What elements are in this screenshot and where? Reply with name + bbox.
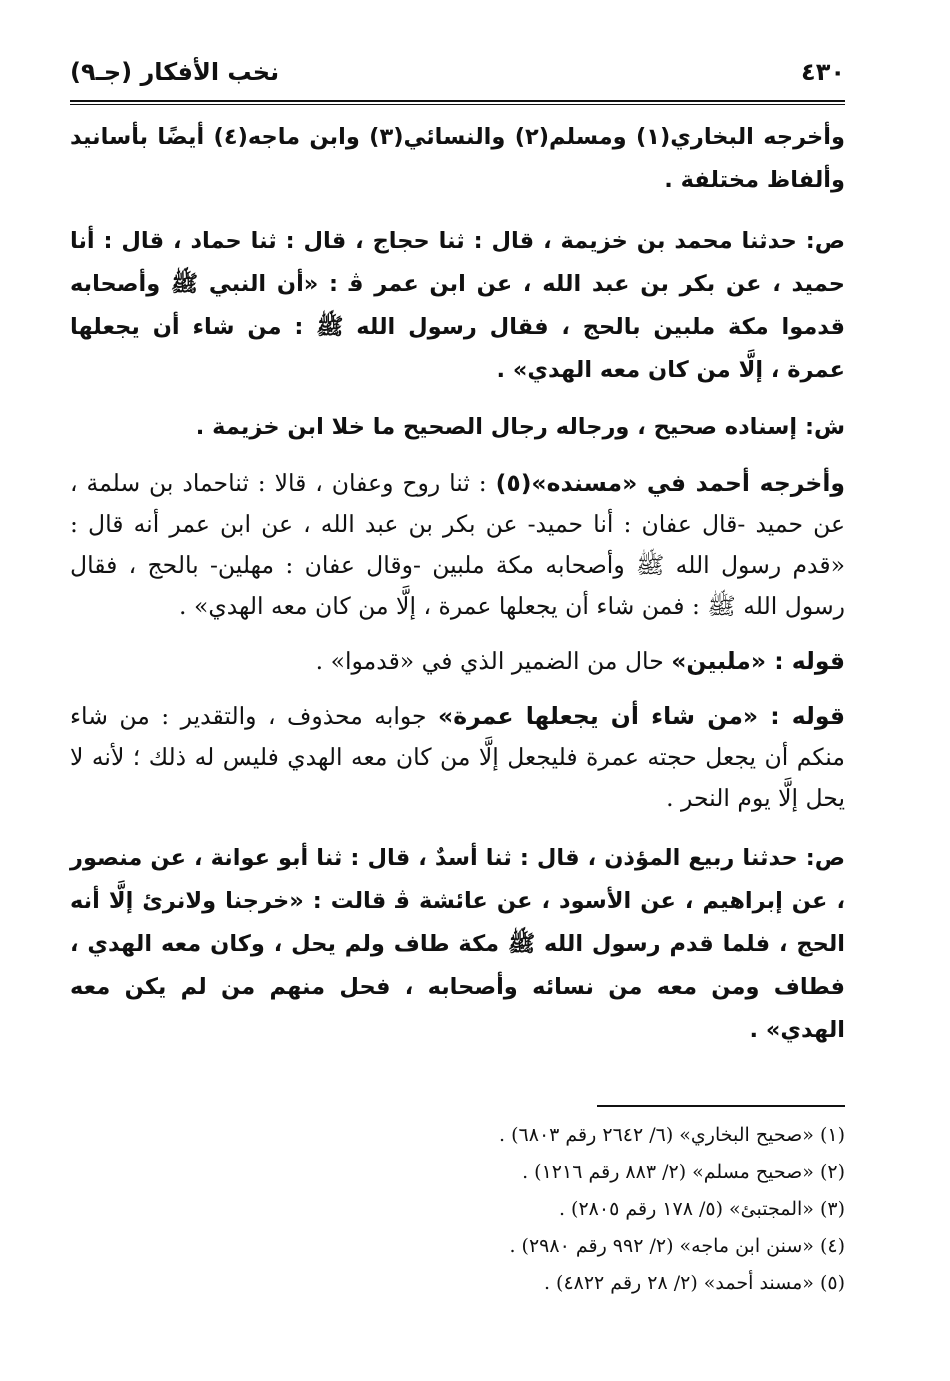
page-number: ٤٣٠: [801, 58, 845, 86]
paragraph-text: حال من الضمير الذي في «قدموا» .: [315, 647, 664, 675]
paragraph-hadith-2: ص: حدثنا ربيع المؤذن ، قال : ثنا أسدٌ ، قال : ثنا أبو عوانة ، عن منصور ، عن إبراهيم ، عن الأسود ، عن عائشة ﭬ قالت : «خرجنا ولانرئ إلَّا أنه الحج ، فلما قدم رسول الله ﷺ مكة طاف ولم يحل ، وكان معه الهدي ، فطاف ومن معه من نسائه وأصحابه ، فحل منهم من لم يكن معه الهدي» .: [70, 845, 845, 1043]
footnote-rule: [597, 1105, 845, 1107]
footnotes: [195, 1117, 845, 1302]
paragraph-text: جوابه محذوف ، والتقدير : من شاء منكم أن يجعل حجته عمرة فليجعل إلَّا من كان معه الهدي فليس له ذلك ؛ لأنه لا يحل إلَّا يوم النحر .: [70, 702, 845, 812]
paragraph-text: : ثنا روح وعفان ، قالا : ثناحماد بن سلمة ، عن حميد -قال عفان : أنا حميد- عن بكر بن عبد الله ، عن ابن عمر أنه قال : «قدم رسول الله ﷺ وأصحابه مكة ملبين -وقال عفان : مهلين- بالحج ، فقال رسول الله ﷺ : فمن شاء أن يجعلها عمرة ، إلَّا من كان معه الهدي» .: [70, 469, 845, 620]
paragraph-lead: قوله : «ملبين»: [671, 647, 845, 675]
paragraph-hadith-1: ص: حدثنا محمد بن خزيمة ، قال : ثنا حجاج ، قال : ثنا حماد ، قال : أنا حميد ، عن بكر بن عبد الله ، عن ابن عمر ﭬ : «أن النبي ﷺ وأصحابه قدموا مكة ملبين بالحج ، فقال رسول الله ﷺ : من شاء أن يجعلها عمرة ، إلَّا من كان معه الهدي» .: [70, 228, 845, 383]
page-header: [70, 58, 845, 98]
footnote: (١) «صحيح البخاري» (٦/ ٢٦٤٢ رقم ٦٨٠٣) .: [499, 1124, 845, 1146]
paragraph-lead: قوله : «من شاء أن يجعلها عمرة»: [438, 702, 845, 730]
footnote: (٤) «سنن ابن ماجه» (٢/ ٩٩٢ رقم ٢٩٨٠) .: [509, 1235, 845, 1257]
paragraph-lead: وأخرجه أحمد في «مسنده»(٥): [495, 469, 845, 497]
paragraph-qawluhu-2: [70, 696, 845, 819]
paragraph-takhrij: وأخرجه البخاري(١) ومسلم(٢) والنسائي(٣) وابن ماجه(٤) أيضًا بأسانيد وألفاظ مختلفة .: [70, 124, 845, 193]
paragraph-takhrij-ahmad: [70, 463, 845, 627]
footnote: (٢) «صحيح مسلم» (٢/ ٨٨٣ رقم ١٢١٦) .: [522, 1161, 845, 1183]
paragraph-sharh-isnad: ش: إسناده صحيح ، ورجاله رجال الصحيح ما خلا ابن خزيمة .: [195, 414, 845, 440]
footnote: (٣) «المجتبئ» (٥/ ١٧٨ رقم ٢٨٠٥) .: [558, 1198, 845, 1220]
header-rule-thin: [70, 104, 845, 105]
running-title: نخب الأفكار (جـ٩): [70, 58, 280, 86]
header-rule: [70, 100, 845, 102]
main-text: [70, 116, 845, 1052]
footnote: (٥) «مسند أحمد» (٢/ ٢٨ رقم ٤٨٢٢) .: [543, 1272, 845, 1294]
paragraph-qawluhu-1: [70, 641, 845, 682]
